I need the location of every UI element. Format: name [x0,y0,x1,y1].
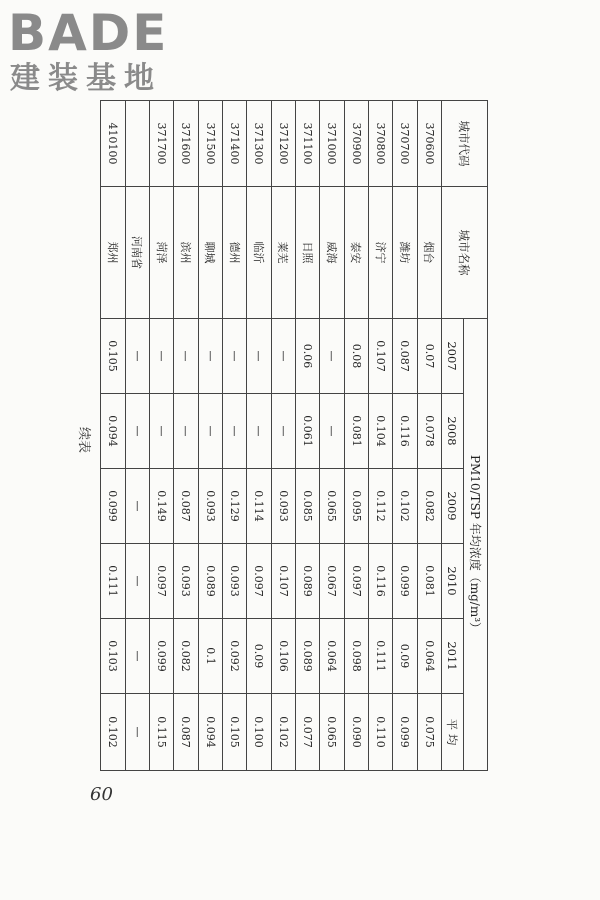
table-row [393,101,417,771]
value-cell: 0.064 [417,619,441,694]
city-code-cell: 410100 [101,101,126,187]
value-cell: 0.116 [368,544,392,619]
value-cell: — [222,319,246,394]
value-cell: 0.110 [368,694,392,771]
city-code-cell [125,101,149,187]
value-cell: — [125,394,149,469]
value-cell: 0.103 [101,619,126,694]
value-cell: 0.09 [393,619,417,694]
value-cell: 0.064 [320,619,344,694]
city-name-cell: 聊城 [198,187,222,319]
header-city-name: 城市名称 [442,187,488,319]
value-cell: — [247,319,271,394]
value-cell: — [125,544,149,619]
value-cell: 0.115 [149,694,173,771]
value-cell: 0.099 [393,544,417,619]
value-cell: 0.1 [198,619,222,694]
header-year: 2007 [442,319,464,394]
value-cell: 0.112 [368,469,392,544]
table-row [101,101,126,771]
value-cell: 0.082 [174,619,198,694]
value-cell: 0.107 [271,544,295,619]
value-cell: — [198,394,222,469]
city-code-cell: 370800 [368,101,392,187]
value-cell: — [125,319,149,394]
city-code-cell: 371500 [198,101,222,187]
value-cell: 0.08 [344,319,368,394]
value-cell: 0.095 [344,469,368,544]
logo-subtitle: 建装基地 [10,61,162,96]
table-row [222,101,246,771]
table-row [368,101,392,771]
city-code-cell: 370600 [417,101,441,187]
value-cell: 0.09 [247,619,271,694]
table-row [320,101,344,771]
city-code-cell: 371700 [149,101,173,187]
header-city-code: 城市代码 [442,101,488,187]
table-row [271,101,295,771]
value-cell: — [320,394,344,469]
value-cell: — [125,694,149,771]
pm10-table [100,100,488,771]
city-name-cell: 临沂 [247,187,271,319]
data-table-container [100,100,488,770]
value-cell: 0.089 [295,544,319,619]
logo [8,6,178,98]
value-cell: 0.102 [271,694,295,771]
logo-wordmark: BADE [8,4,169,62]
table-caption: 续表 [76,426,92,453]
value-cell: 0.097 [344,544,368,619]
value-cell: — [198,319,222,394]
value-cell: — [149,394,173,469]
table-row [344,101,368,771]
value-cell: 0.087 [174,694,198,771]
value-cell: 0.104 [368,394,392,469]
city-code-cell: 371200 [271,101,295,187]
value-cell: 0.093 [198,469,222,544]
rotated-table [100,100,488,770]
value-cell: 0.075 [417,694,441,771]
city-name-cell: 烟台 [417,187,441,319]
value-cell: 0.116 [393,394,417,469]
city-name-cell: 潍坊 [393,187,417,319]
header-year: 2008 [442,394,464,469]
value-cell: — [125,469,149,544]
city-code-cell: 370900 [344,101,368,187]
city-code-cell: 371400 [222,101,246,187]
value-cell: 0.102 [101,694,126,771]
table-row [247,101,271,771]
city-name-cell: 郑州 [101,187,126,319]
city-code-cell: 371300 [247,101,271,187]
table-row [417,101,441,771]
value-cell: 0.093 [271,469,295,544]
value-cell: 0.089 [198,544,222,619]
city-name-cell: 滨州 [174,187,198,319]
value-cell: 0.099 [149,619,173,694]
city-name-cell: 河南省 [125,187,149,319]
value-cell: 0.093 [222,544,246,619]
value-cell: 0.07 [417,319,441,394]
value-cell: — [125,619,149,694]
city-name-cell: 威海 [320,187,344,319]
value-cell: 0.129 [222,469,246,544]
value-cell: 0.102 [393,469,417,544]
value-cell: 0.093 [174,544,198,619]
city-name-cell: 泰安 [344,187,368,319]
value-cell: 0.111 [368,619,392,694]
value-cell: 0.082 [417,469,441,544]
header-year: 平 均 [442,694,464,771]
value-cell: — [320,319,344,394]
value-cell: 0.107 [368,319,392,394]
value-cell: 0.092 [222,619,246,694]
value-cell: 0.106 [271,619,295,694]
value-cell: 0.087 [174,469,198,544]
value-cell: 0.067 [320,544,344,619]
value-cell: 0.097 [247,544,271,619]
value-cell: 0.105 [101,319,126,394]
value-cell: 0.081 [344,394,368,469]
value-cell: 0.089 [295,619,319,694]
header-pm10-group: PM10/TSP 年均浓度（mg/m³） [464,319,488,771]
value-cell: 0.087 [393,319,417,394]
value-cell: 0.085 [295,469,319,544]
table-row [174,101,198,771]
header-year: 2011 [442,619,464,694]
city-code-cell: 371000 [320,101,344,187]
value-cell: 0.100 [247,694,271,771]
header-year: 2009 [442,469,464,544]
table-row [295,101,319,771]
value-cell: 0.114 [247,469,271,544]
value-cell: — [222,394,246,469]
table-row [125,101,149,771]
city-name-cell: 日照 [295,187,319,319]
value-cell: 0.094 [198,694,222,771]
value-cell: 0.111 [101,544,126,619]
value-cell: — [271,319,295,394]
city-name-cell: 菏泽 [149,187,173,319]
value-cell: 0.099 [101,469,126,544]
value-cell: 0.099 [393,694,417,771]
value-cell: 0.065 [320,694,344,771]
value-cell: 0.06 [295,319,319,394]
city-name-cell: 德州 [222,187,246,319]
city-code-cell: 370700 [393,101,417,187]
value-cell: — [271,394,295,469]
value-cell: 0.149 [149,469,173,544]
value-cell: 0.061 [295,394,319,469]
value-cell: 0.094 [101,394,126,469]
table-row [149,101,173,771]
value-cell: — [247,394,271,469]
value-cell: 0.098 [344,619,368,694]
value-cell: — [149,319,173,394]
city-name-cell: 济宁 [368,187,392,319]
value-cell: 0.105 [222,694,246,771]
page-number: 60 [90,784,113,805]
value-cell: 0.078 [417,394,441,469]
value-cell: 0.065 [320,469,344,544]
header-year: 2010 [442,544,464,619]
value-cell: 0.081 [417,544,441,619]
value-cell: 0.097 [149,544,173,619]
value-cell: 0.090 [344,694,368,771]
city-code-cell: 371100 [295,101,319,187]
city-code-cell: 371600 [174,101,198,187]
value-cell: — [174,319,198,394]
table-row [198,101,222,771]
value-cell: — [174,394,198,469]
city-name-cell: 莱芜 [271,187,295,319]
value-cell: 0.077 [295,694,319,771]
